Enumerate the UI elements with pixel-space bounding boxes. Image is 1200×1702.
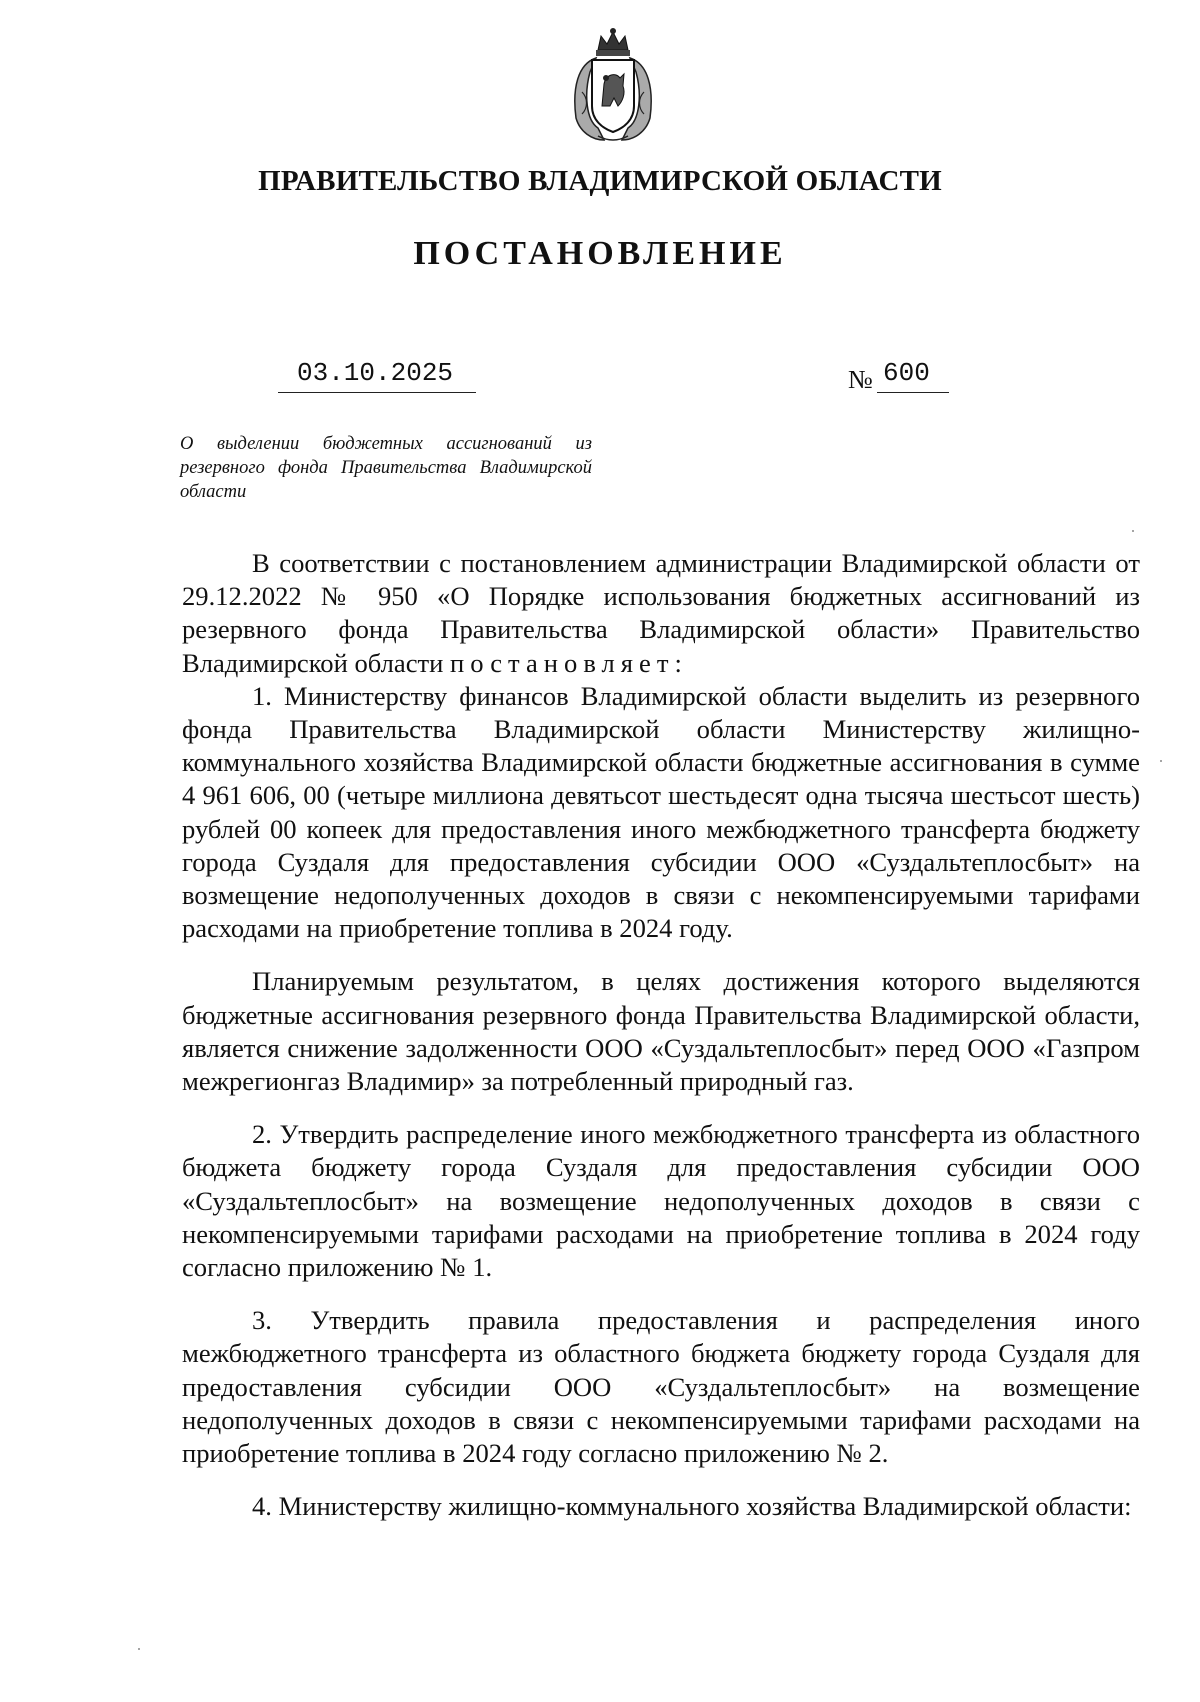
scan-speck xyxy=(138,1648,140,1650)
preamble-paragraph xyxy=(182,547,1140,680)
scan-speck xyxy=(1132,530,1134,532)
paragraph-1: 1. Министерству финансов Владимирской области выделить из резервного фонда Правительства Владимирской области Министерству жилищно-коммунального хозяйства Владимирской области бюджетные ассигнования в сумме 4 961 606, 00 (четыре миллиона девятьсот шестьдесят одна тысяча шестьсот шесть) рублей 00 копеек для предоставления иного межбюджетного трансферта бюджету города Суздаля для предоставления субсидии ООО «Суздальтеплосбыт» на возмещение недополученных доходов в связи с некомпенсируемыми тарифами расходами на приобретение топлива в 2024 году. xyxy=(182,680,1140,944)
document-subject: О выделении бюджетных ассигнований из резервного фонда Правительства Владимирской области xyxy=(180,434,592,502)
number-sign: № xyxy=(848,365,873,394)
preamble-verb: постановляет: xyxy=(450,647,688,678)
paragraph-2: 2. Утвердить распределение иного межбюджетного трансферта из областного бюджета бюджету города Суздаля для предоставления субсидии ООО «Суздальтеплосбыт» на возмещение недополученных доходов в связи с некомпенсируемыми тарифами расходами на приобретение топлива в 2024 году согласно приложению № 1. xyxy=(182,1119,1140,1283)
coat-of-arms-icon xyxy=(568,28,658,146)
document-type: ПОСТАНОВЛЕНИЕ xyxy=(413,235,787,272)
document-body xyxy=(182,547,1140,1523)
preamble-text: В соответствии с постановлением администрации Владимирской области от 29.12.2022 № 950 «О Порядке использования бюджетных ассигнований из резервного фонда Правительства Владимирской области» Правительство Владимирской области xyxy=(182,548,1140,678)
document-number: 600 xyxy=(883,358,930,388)
scan-speck xyxy=(1160,760,1162,762)
paragraph-3: 3. Утвердить правила предоставления и распределения иного межбюджетного трансферта из областного бюджета бюджету города Суздаля для предоставления субсидии ООО «Суздальтеплосбыт» на возмещение недополученных доходов в связи с некомпенсируемыми тарифами расходами на приобретение топлива в 2024 году согласно приложению № 2. xyxy=(182,1305,1140,1469)
paragraph-4: 4. Министерству жилищно-коммунального хозяйства Владимирской области: xyxy=(252,1491,1132,1522)
paragraph-1-result: Планируемым результатом, в целях достижения которого выделяются бюджетные ассигнования резервного фонда Правительства Владимирской области, является снижение задолженности ООО «Суздальтеплосбыт» перед ООО «Газпром межрегионгаз Владимир» за потребленный природный газ. xyxy=(182,966,1140,1097)
document-date: 03.10.2025 xyxy=(297,358,454,388)
government-title: ПРАВИТЕЛЬСТВО ВЛАДИМИРСКОЙ ОБЛАСТИ xyxy=(258,165,942,197)
